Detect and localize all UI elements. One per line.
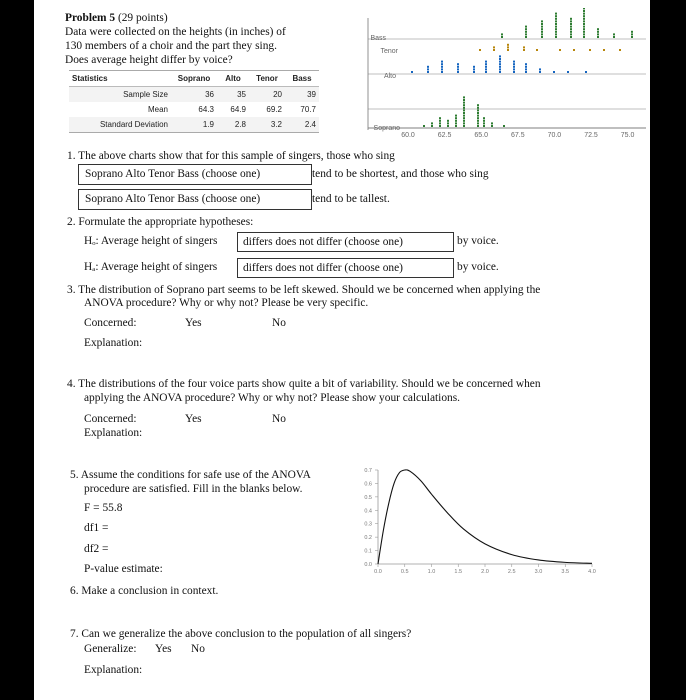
dotplot-point-tenor	[589, 49, 591, 51]
dotplot-point-soprano	[455, 125, 457, 127]
dotplot-point-alto	[441, 63, 443, 65]
dotplot-point-alto	[525, 68, 527, 70]
dotplot-point-soprano	[491, 122, 493, 124]
dotplot-point-alto	[513, 68, 515, 70]
dotplot-point-soprano	[463, 107, 465, 109]
dotplot-point-alto	[499, 61, 501, 63]
dotplot-point-bass	[570, 33, 572, 35]
intro-line-2: 130 members of a choir and the part they sing.	[65, 40, 277, 52]
dotplot-point-alto	[499, 71, 501, 73]
dotplot-point-bass	[570, 23, 572, 25]
df2-label: df2 =	[84, 543, 109, 555]
dotplot-point-alto	[441, 68, 443, 70]
dotplot-point-alto	[553, 71, 555, 73]
dotplot-point-bass	[555, 20, 557, 22]
dotplot-point-alto	[499, 63, 501, 65]
dotplot-point-bass	[583, 20, 585, 22]
dotplot-point-bass	[583, 10, 585, 12]
dotplot-point-soprano	[477, 112, 479, 114]
dotplot-point-tenor	[523, 49, 525, 51]
dotplot-point-soprano	[463, 99, 465, 101]
height-dotplot	[328, 8, 648, 144]
x-tick-label: 3.0	[534, 569, 543, 575]
dotplot-point-soprano	[447, 125, 449, 127]
dotplot-point-soprano	[477, 120, 479, 122]
dotplot-point-soprano	[503, 125, 505, 127]
dotplot-x-ticks	[401, 132, 634, 139]
dotplot-point-alto	[427, 71, 429, 73]
dotplot-point-soprano	[439, 120, 441, 122]
dotplot-point-bass	[541, 31, 543, 33]
row-label: Mean	[147, 105, 168, 114]
dotplot-x-tick: 72.5	[584, 132, 598, 139]
x-axis-ticks	[374, 564, 596, 575]
table-row	[69, 102, 319, 117]
dotplot-point-alto	[525, 66, 527, 68]
dotplot-point-tenor	[479, 49, 481, 51]
row-label: Sample Size	[69, 87, 171, 103]
dotplot-point-alto	[485, 66, 487, 68]
dotplot-point-bass	[597, 28, 599, 30]
dotplot-point-alto	[427, 68, 429, 70]
dotplot-point-soprano	[455, 122, 457, 124]
y-tick-label: 0.0	[364, 562, 372, 568]
dotplot-x-tick: 62.5	[437, 132, 452, 139]
q4-explanation-label: Explanation:	[84, 427, 143, 439]
dotplot-point-bass	[555, 26, 557, 28]
dotplot-point-soprano	[447, 122, 449, 124]
dotplot-x-tick: 75.0	[620, 132, 635, 139]
dotplot-point-soprano	[431, 125, 433, 127]
dotplot-point-soprano	[455, 115, 457, 117]
q3-line-1: 3. The distribution of Soprano part seems to be left skewed. Should we be concerned when applying the	[67, 284, 541, 296]
dotplot-point-soprano	[483, 117, 485, 119]
y-tick-label: 0.1	[364, 548, 372, 555]
group-label-alto: Alto	[383, 73, 396, 80]
problem-title: Problem 5	[65, 12, 116, 24]
dotplot-point-alto	[585, 71, 587, 73]
f-distribution-chart	[340, 464, 602, 576]
dotplot-point-soprano	[431, 122, 433, 124]
dotplot-point-tenor	[619, 49, 621, 51]
table-cell: 36	[171, 87, 217, 103]
dotplot-point-bass	[583, 23, 585, 25]
dotplot-point-alto	[457, 71, 459, 73]
table-cell: 3.2	[249, 117, 285, 133]
dotplot-point-soprano	[477, 122, 479, 124]
dotplot-point-alto	[513, 66, 515, 68]
dotplot-point-soprano	[477, 104, 479, 106]
problem-heading	[65, 12, 168, 25]
q5-line-1: 5. Assume the conditions for safe use of the ANOVA	[70, 469, 311, 481]
y-tick-label: 0.5	[364, 494, 372, 501]
dotplot-point-bass	[555, 36, 557, 38]
dotplot-point-alto	[485, 68, 487, 70]
dotplot-point-alto	[457, 66, 459, 68]
x-tick-label: 1.0	[427, 569, 436, 575]
dotplot-point-soprano	[463, 120, 465, 122]
table-cell: 69.2	[266, 105, 282, 114]
table-cell: 2.4	[285, 117, 319, 133]
group-label-tenor: Tenor	[380, 48, 398, 55]
row-label: Standard Deviation	[69, 117, 171, 133]
x-tick-label: 0.0	[374, 569, 382, 575]
dotplot-point-alto	[513, 63, 515, 65]
df1-label: df1 =	[84, 522, 109, 534]
dotplot-point-tenor	[493, 49, 495, 51]
dotplot-point-bass	[570, 28, 572, 30]
dotplot-point-bass	[583, 13, 585, 15]
q1-text: 1. The above charts show that for this sample of singers, those who sing	[67, 150, 395, 162]
dotplot-point-bass	[501, 36, 503, 38]
table-row	[69, 117, 319, 133]
dotplot-point-soprano	[463, 109, 465, 111]
dotplot-point-alto	[499, 66, 501, 68]
table-header: Soprano	[171, 71, 217, 87]
x-tick-label: 2.0	[481, 569, 489, 575]
y-tick-label: 0.6	[364, 481, 372, 488]
dotplot-point-alto	[513, 71, 515, 73]
q6-text: 6. Make a conclusion in context.	[70, 585, 219, 597]
dotplot-point-soprano	[477, 115, 479, 117]
dotplot-point-soprano	[477, 107, 479, 109]
q4-yes-option[interactable]: Yes	[185, 413, 202, 425]
group-label-soprano: Soprano	[373, 125, 400, 132]
dotplot-point-bass	[501, 33, 503, 35]
dotplot-point-soprano	[463, 104, 465, 106]
table-cell: 1.9	[171, 117, 217, 133]
dotplot-point-alto	[473, 71, 475, 73]
dotplot-point-soprano	[439, 125, 441, 127]
q4-no-option[interactable]: No	[272, 413, 286, 425]
dotplot-point-bass	[583, 18, 585, 20]
dotplot-point-alto	[499, 58, 501, 60]
q5-line-2: procedure are satisfied. Fill in the blanks below.	[84, 483, 303, 495]
dotplot-point-soprano	[477, 125, 479, 127]
dotplot-point-bass	[555, 28, 557, 30]
dotplot-point-bass	[555, 13, 557, 15]
table-header: Statistics	[69, 71, 171, 87]
q1-after-tallest: tend to be tallest.	[312, 193, 390, 205]
dotplot-point-bass	[525, 31, 527, 33]
dotplot-point-tenor	[536, 49, 538, 51]
x-tick-label: 3.5	[561, 569, 570, 575]
dotplot-point-bass	[583, 33, 585, 35]
dotplot-x-tick: 70.0	[547, 132, 562, 139]
table-header: Alto	[217, 71, 249, 87]
dotplot-point-soprano	[447, 120, 449, 122]
q1-tallest-options: Soprano Alto Tenor Bass (choose one)	[85, 193, 261, 205]
dotplot-point-bass	[541, 33, 543, 35]
dotplot-point-bass	[525, 26, 527, 28]
dotplot-point-bass	[570, 18, 572, 20]
q3-explanation-label: Explanation:	[84, 337, 143, 349]
dotplot-point-soprano	[423, 125, 425, 127]
dotplot-point-tenor	[507, 49, 509, 51]
dotplot-point-soprano	[463, 117, 465, 119]
dotplot-x-tick: 60.0	[401, 132, 415, 139]
dotplot-point-tenor	[507, 46, 509, 48]
dotplot-point-soprano	[439, 122, 441, 124]
dotplot-point-alto	[499, 55, 501, 57]
dotplot-point-bass	[555, 31, 557, 33]
q1-tallest-dropdown[interactable]	[78, 189, 312, 210]
h0-suffix: by voice.	[457, 235, 499, 247]
group-label-bass: Bass	[370, 35, 386, 42]
q1-after-shortest: tend to be shortest, and those who sing	[312, 168, 489, 180]
h0-dropdown[interactable]	[237, 232, 454, 252]
ha-options: differs does not differ (choose one)	[243, 262, 403, 274]
dotplot-point-bass	[583, 28, 585, 30]
ha-dropdown[interactable]	[237, 258, 454, 278]
dotplot-point-tenor	[493, 46, 495, 48]
table-cell: 70.7	[300, 105, 316, 114]
dotplot-point-soprano	[463, 122, 465, 124]
table-cell: 2.8	[217, 117, 249, 133]
dotplot-point-alto	[539, 71, 541, 73]
dotplot-point-bass	[597, 33, 599, 35]
dotplot-point-bass	[541, 20, 543, 22]
dotplot-point-tenor	[523, 46, 525, 48]
dotplot-point-bass	[583, 26, 585, 28]
table-cell: 39	[285, 87, 319, 103]
dotplot-point-soprano	[483, 120, 485, 122]
dotplot-point-alto	[441, 66, 443, 68]
table-cell: 35	[217, 87, 249, 103]
dotplot-point-alto	[485, 61, 487, 63]
dotplot-point-soprano	[455, 117, 457, 119]
intro-line-1: Data were collected on the heights (in inches) of	[65, 26, 286, 38]
dotplot-point-alto	[499, 68, 501, 70]
y-tick-label: 0.7	[364, 468, 372, 474]
dotplot-point-bass	[541, 23, 543, 25]
dotplot-point-bass	[570, 31, 572, 33]
dotplot-x-tick: 67.5	[510, 132, 525, 139]
dotplot-point-soprano	[483, 122, 485, 124]
x-tick-label: 0.5	[400, 569, 409, 575]
dotplot-point-tenor	[507, 44, 509, 46]
h0-label: Hₒ: Average height of singers	[84, 235, 218, 247]
dotplot-point-bass	[570, 36, 572, 38]
dotplot-point-bass	[555, 33, 557, 35]
ha-suffix: by voice.	[457, 261, 499, 273]
dotplot-point-alto	[427, 66, 429, 68]
y-axis-ticks	[364, 468, 378, 568]
q3-line-2: ANOVA procedure? Why or why not? Please be very specific.	[84, 297, 369, 309]
y-tick-label: 0.2	[364, 535, 372, 542]
dotplot-point-bass	[583, 15, 585, 17]
dotplot-point-tenor	[559, 49, 561, 51]
dotplot-point-soprano	[463, 96, 465, 98]
table-cell: 64.3	[198, 105, 214, 114]
table-row	[69, 87, 319, 103]
dotplot-point-bass	[583, 36, 585, 38]
dotplot-x-tick: 65.0	[474, 132, 489, 139]
dotplot-point-bass	[541, 28, 543, 30]
table-header: Tenor	[249, 71, 285, 87]
dotplot-point-alto	[457, 68, 459, 70]
ha-label: Hₐ: Average height of singers	[84, 261, 218, 273]
dotplot-point-bass	[541, 36, 543, 38]
dotplot-point-bass	[541, 26, 543, 28]
dotplot-point-alto	[411, 71, 413, 73]
dotplot-point-alto	[441, 61, 443, 63]
dotplot-point-bass	[525, 28, 527, 30]
dotplot-point-soprano	[439, 117, 441, 119]
q7-yes-option[interactable]: Yes	[155, 643, 172, 655]
h0-options: differs does not differ (choose one)	[243, 236, 403, 248]
dotplot-point-bass	[597, 36, 599, 38]
dotplot-point-bass	[583, 31, 585, 33]
dotplot-point-alto	[485, 63, 487, 65]
dotplot-point-bass	[525, 33, 527, 35]
problem-points: (29 points)	[115, 12, 168, 24]
q7-generalize-label: Generalize:	[84, 643, 137, 655]
intro-line-3: Does average height differ by voice?	[65, 54, 233, 66]
dotplot-point-bass	[555, 18, 557, 20]
dotplot-point-bass	[631, 31, 633, 33]
summary-statistics-table	[69, 70, 319, 133]
q2-text: 2. Formulate the appropriate hypotheses:	[67, 216, 254, 228]
dotplot-point-bass	[631, 33, 633, 35]
dotplot-point-bass	[613, 33, 615, 35]
q3-no-option[interactable]: No	[272, 317, 286, 329]
pvalue-label: P-value estimate:	[84, 563, 163, 575]
dotplot-point-soprano	[477, 109, 479, 111]
dotplot-point-bass	[631, 36, 633, 38]
dotplot-point-bass	[613, 36, 615, 38]
table-header: Bass	[285, 71, 319, 87]
q7-explanation-label: Explanation:	[84, 664, 143, 676]
dotplot-point-soprano	[477, 117, 479, 119]
dotplot-point-tenor	[603, 49, 605, 51]
dotplot-point-alto	[473, 68, 475, 70]
dotplot-point-soprano	[455, 120, 457, 122]
dotplot-point-soprano	[483, 125, 485, 127]
worksheet-page	[34, 0, 650, 700]
y-tick-label: 0.3	[364, 521, 372, 528]
dotplot-point-alto	[485, 71, 487, 73]
x-tick-label: 1.5	[454, 569, 463, 575]
dotplot-point-soprano	[491, 125, 493, 127]
q7-no-option[interactable]: No	[191, 643, 205, 655]
dotplot-point-soprano	[463, 115, 465, 117]
dotplot-point-bass	[555, 23, 557, 25]
x-tick-label: 4.0	[588, 569, 596, 575]
dotplot-point-alto	[567, 71, 569, 73]
dotplot-point-soprano	[463, 102, 465, 104]
dotplot-point-bass	[570, 20, 572, 22]
f-density-curve	[378, 470, 592, 564]
dotplot-point-alto	[473, 66, 475, 68]
dotplot-point-bass	[525, 36, 527, 38]
dotplot-point-alto	[539, 68, 541, 70]
x-tick-label: 2.5	[507, 569, 516, 575]
q1-shortest-dropdown[interactable]	[78, 164, 312, 185]
q1-shortest-options: Soprano Alto Tenor Bass (choose one)	[85, 168, 261, 180]
q4-concerned-label: Concerned:	[84, 413, 137, 425]
dotplot-point-soprano	[463, 112, 465, 114]
q7-text: 7. Can we generalize the above conclusion to the population of all singers?	[70, 628, 412, 640]
dotplot-point-alto	[457, 63, 459, 65]
dotplot-point-bass	[583, 8, 585, 9]
dotplot-point-alto	[525, 63, 527, 65]
dotplot-point-alto	[441, 71, 443, 73]
dotplot-point-alto	[513, 61, 515, 63]
table-cell: 64.9	[230, 105, 246, 114]
chart-axes	[378, 470, 592, 564]
q4-line-2: applying the ANOVA procedure? Why or why not? Please show your calculations.	[84, 392, 461, 404]
dotplot-point-bass	[555, 15, 557, 17]
dotplot-point-soprano	[463, 125, 465, 127]
dotplot-point-tenor	[573, 49, 575, 51]
table-cell: 20	[249, 87, 285, 103]
dotplot-point-bass	[597, 31, 599, 33]
q3-yes-option[interactable]: Yes	[185, 317, 202, 329]
f-statistic: F = 55.8	[84, 502, 123, 514]
y-tick-label: 0.4	[364, 508, 372, 515]
q4-line-1: 4. The distributions of the four voice parts show quite a bit of variability. Should we be concerned when	[67, 378, 541, 390]
q3-concerned-label: Concerned:	[84, 317, 137, 329]
dotplot-point-alto	[525, 71, 527, 73]
dotplot-point-bass	[570, 26, 572, 28]
